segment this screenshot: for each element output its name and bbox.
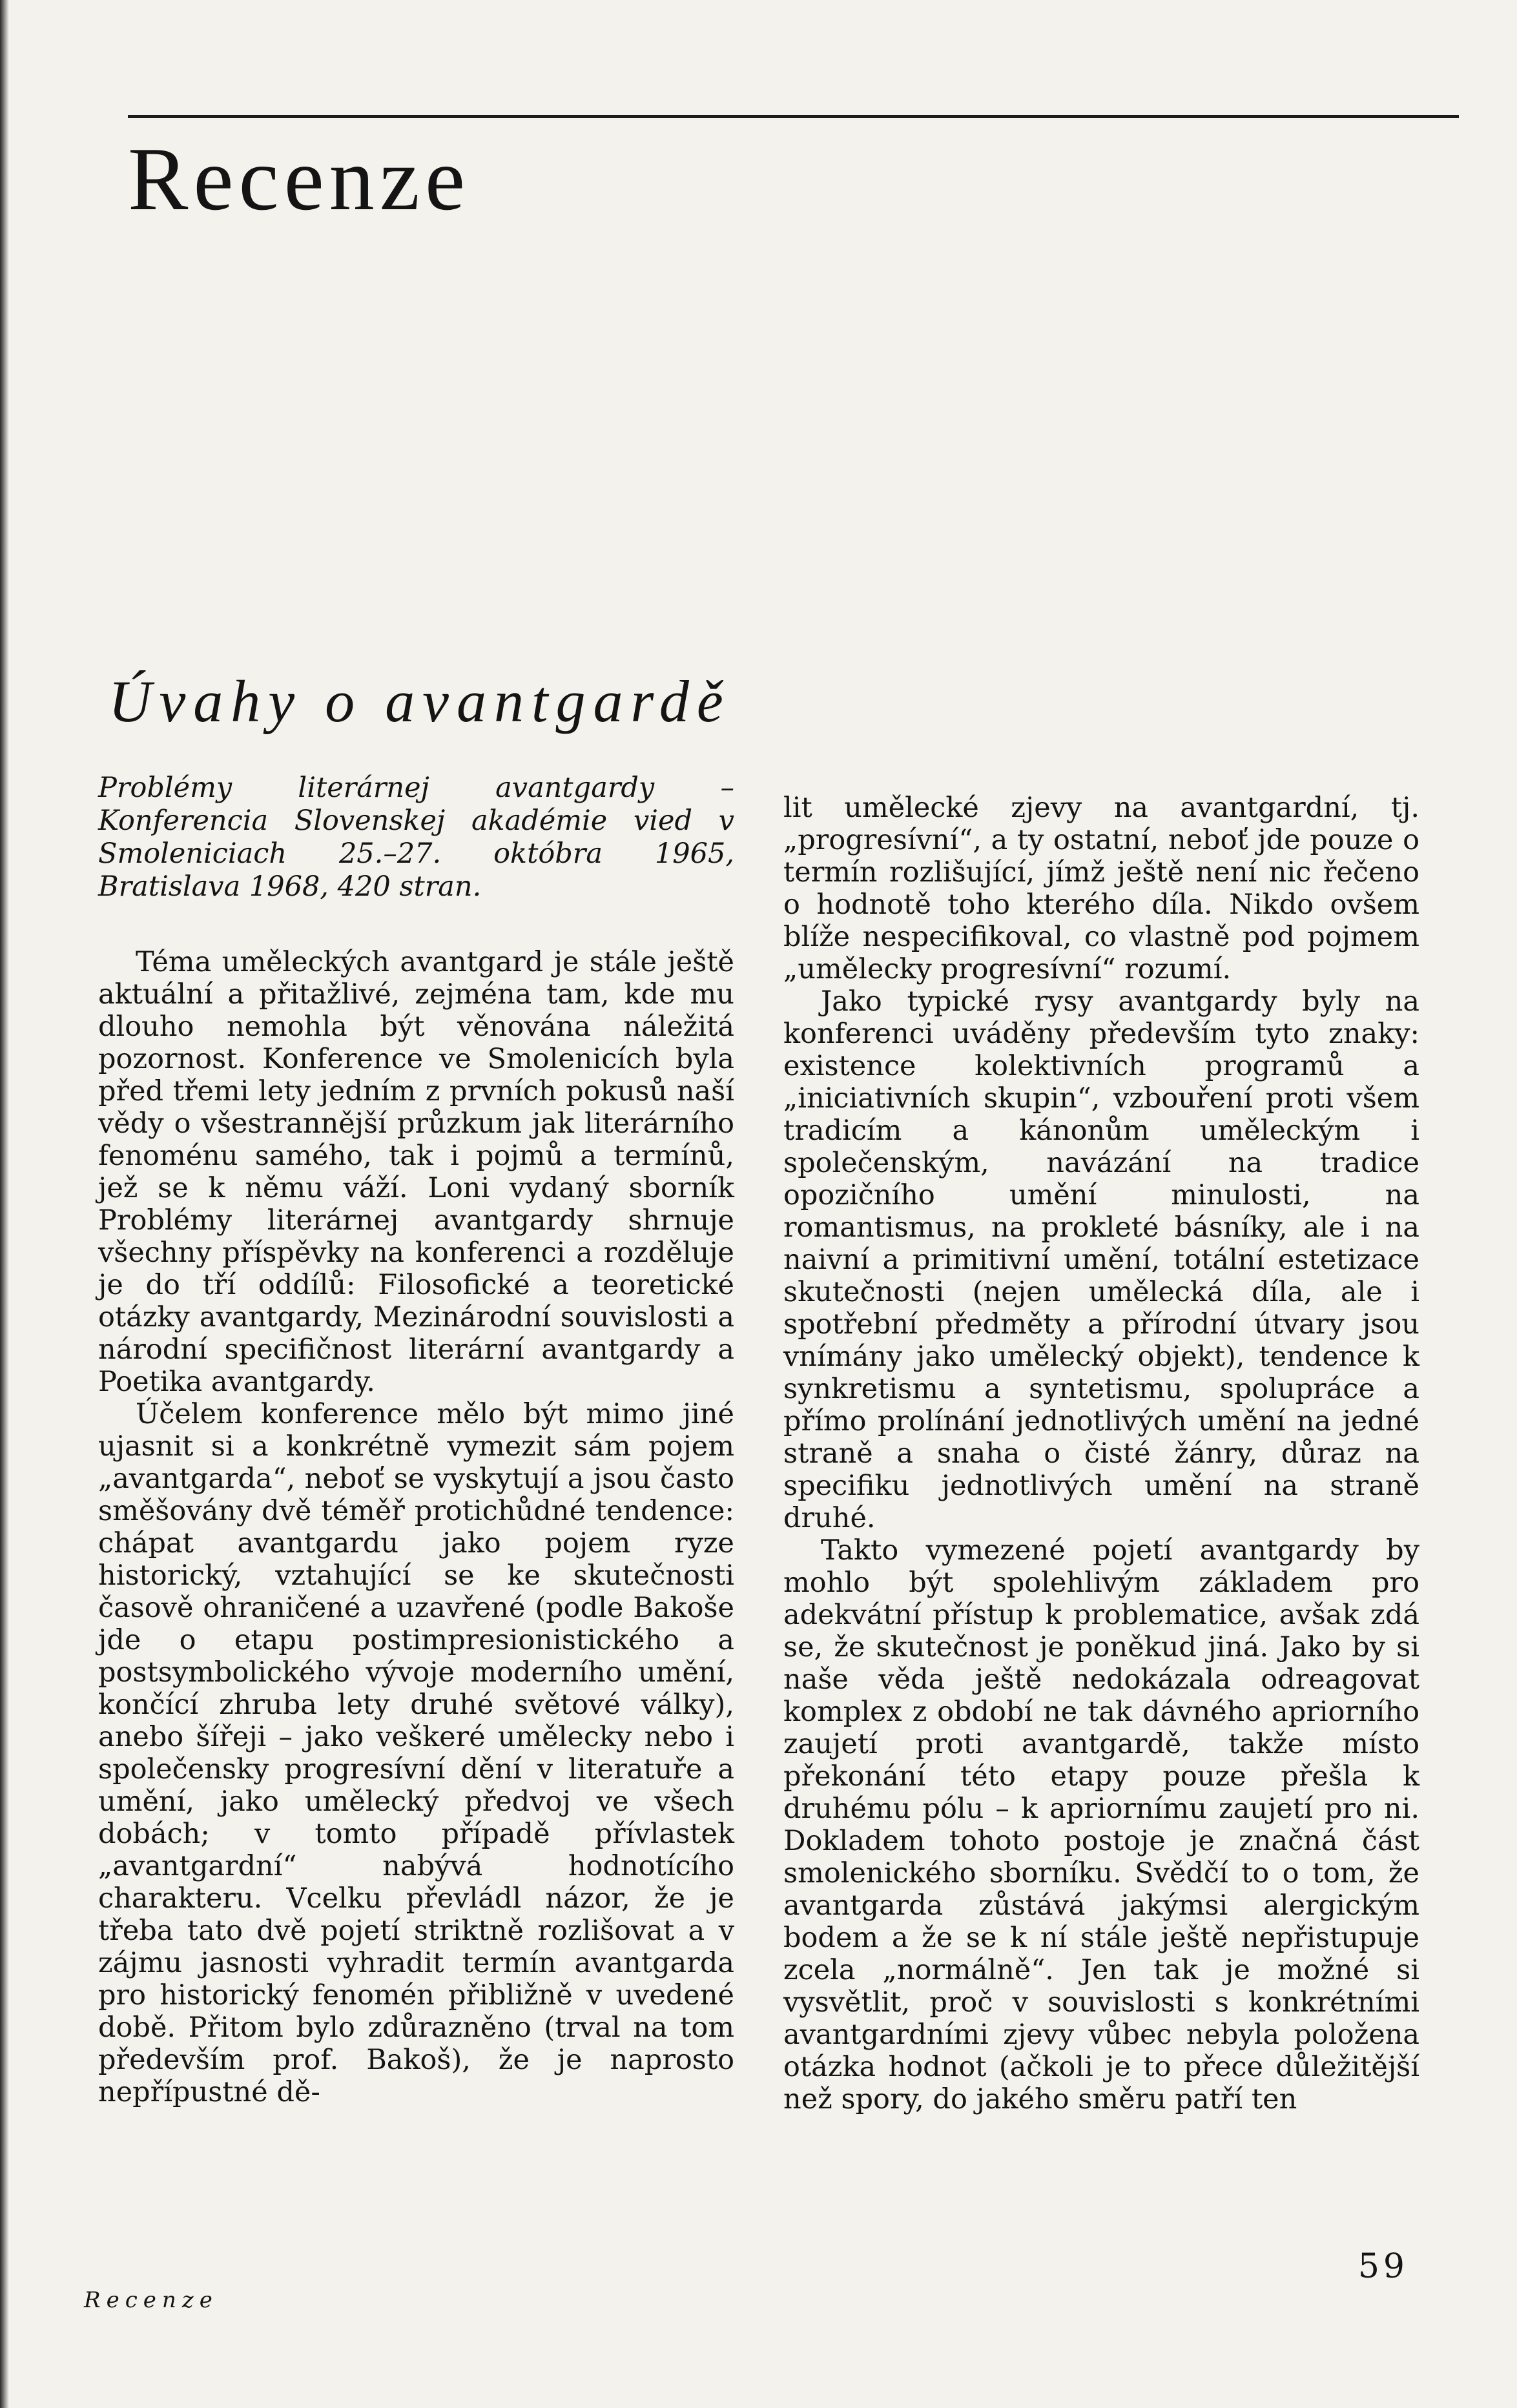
page-edge-shadow xyxy=(0,0,9,2408)
paragraph: Takto vymezené pojetí avantgardy by mohlo být spolehlivým základem pro adekvátní přístup k problematice, avšak zdá se, že skutečnost je poněkud jiná. Jako by si naše věda ještě nedokázala odreagovat komplex z období ne tak dávného apriorního zaujetí proti avantgardě, takže místo překonání této etapy pouze přešla k druhému pólu – k apriornímu zaujetí pro ni. Dokladem tohoto postoje je značná část smolenického sborníku. Svědčí to o tom, že avantgarda zůstává jakýmsi alergickým bodem a že se k ní stále ještě nepřistupuje zcela „normálně“. Jen tak je možné si vysvětlit, proč v souvislosti s konkrétními avantgardními zjevy vůbec nebyla položena otázka hodnot (ačkoli je to přece důležitější než spory, do jakého směru patří ten xyxy=(783,1534,1419,2115)
top-rule xyxy=(128,115,1459,118)
section-title: Recenze xyxy=(128,129,471,229)
running-footer: Recenze xyxy=(84,2287,218,2313)
page-number: 59 xyxy=(1357,2247,1409,2286)
article-title: Úvahy o avantgardě xyxy=(108,668,731,734)
right-column xyxy=(783,792,1419,2115)
left-column xyxy=(98,772,734,2108)
bibliography: Problémy literárnej avantgardy – Konferencia Slovenskej akadémie vied v Smoleniciach 25.–27. októbra 1965, Bratislava 1968, 420 stran. xyxy=(98,772,734,903)
paragraph: Jako typické rysy avantgardy byly na konferenci uváděny především tyto znaky: existence kolektivních programů a „iniciativních skupin“, vzbouření proti všem tradicím a kánonům uměleckým i společenským, navázání na tradice opozičního umění minulosti, na romantismus, na prokleté básníky, ale i na naivní a primitivní umění, totální estetizace skutečnosti (nejen umělecká díla, ale i spotřební předměty a přírodní útvary jsou vnímány jako umělecký objekt), tendence k synkretismu a syntetismu, spolupráce a přímo prolínání jednotlivých umění na jedné straně a snaha o čisté žánry, důraz na specifiku jednotlivých umění na straně druhé. xyxy=(783,985,1419,1534)
paragraph: lit umělecké zjevy na avantgardní, tj. „progresívní“, a ty ostatní, neboť jde pouze o termín rozlišující, jímž ještě není nic řečeno o hodnotě toho kterého díla. Nikdo ovšem blíže nespecifikoval, co vlastně pod pojmem „umělecky progresívní“ rozumí. xyxy=(783,792,1419,985)
paragraph: Účelem konference mělo být mimo jiné ujasnit si a konkrétně vymezit sám pojem „avantgarda“, neboť se vyskytují a jsou často směšovány dvě téměř protichůdné tendence: chápat avantgardu jako pojem ryze historický, vztahující se ke skutečnosti časově ohraničené a uzavřené (podle Bakoše jde o etapu postimpresionistického a postsymbolického vývoje moderního umění, končící zhruba lety druhé světové války), anebo šířeji – jako veškeré umělecky nebo i společensky progresívní dění v literatuře a umění, jako umělecký předvoj ve všech dobách; v tomto případě přívlastek „avantgardní“ nabývá hodnotícího charakteru. Vcelku převládl názor, že je třeba tato dvě pojetí striktně rozlišovat a v zájmu jasnosti vyhradit termín avantgarda pro historický fenomén přibližně v uvedené době. Přitom bylo zdůrazněno (trval na tom především prof. Bakoš), že je naprosto nepřípustné dě- xyxy=(98,1398,734,2108)
paragraph: Téma uměleckých avantgard je stále ještě aktuální a přitažlivé, zejména tam, kde mu dlouho nemohla být věnována náležitá pozornost. Konference ve Smolenicích byla před třemi lety jedním z prvních pokusů naší vědy o všestrannější průzkum jak literárního fenoménu samého, tak i pojmů a termínů, jež se k němu váží. Loni vydaný sborník Problémy literárnej avantgardy shrnuje všechny příspěvky na konferenci a rozděluje je do tří oddílů: Filosofické a teoretické otázky avantgardy, Mezinárodní souvislosti a národní specifičnost literární avantgardy a Poetika avantgardy. xyxy=(98,946,734,1398)
